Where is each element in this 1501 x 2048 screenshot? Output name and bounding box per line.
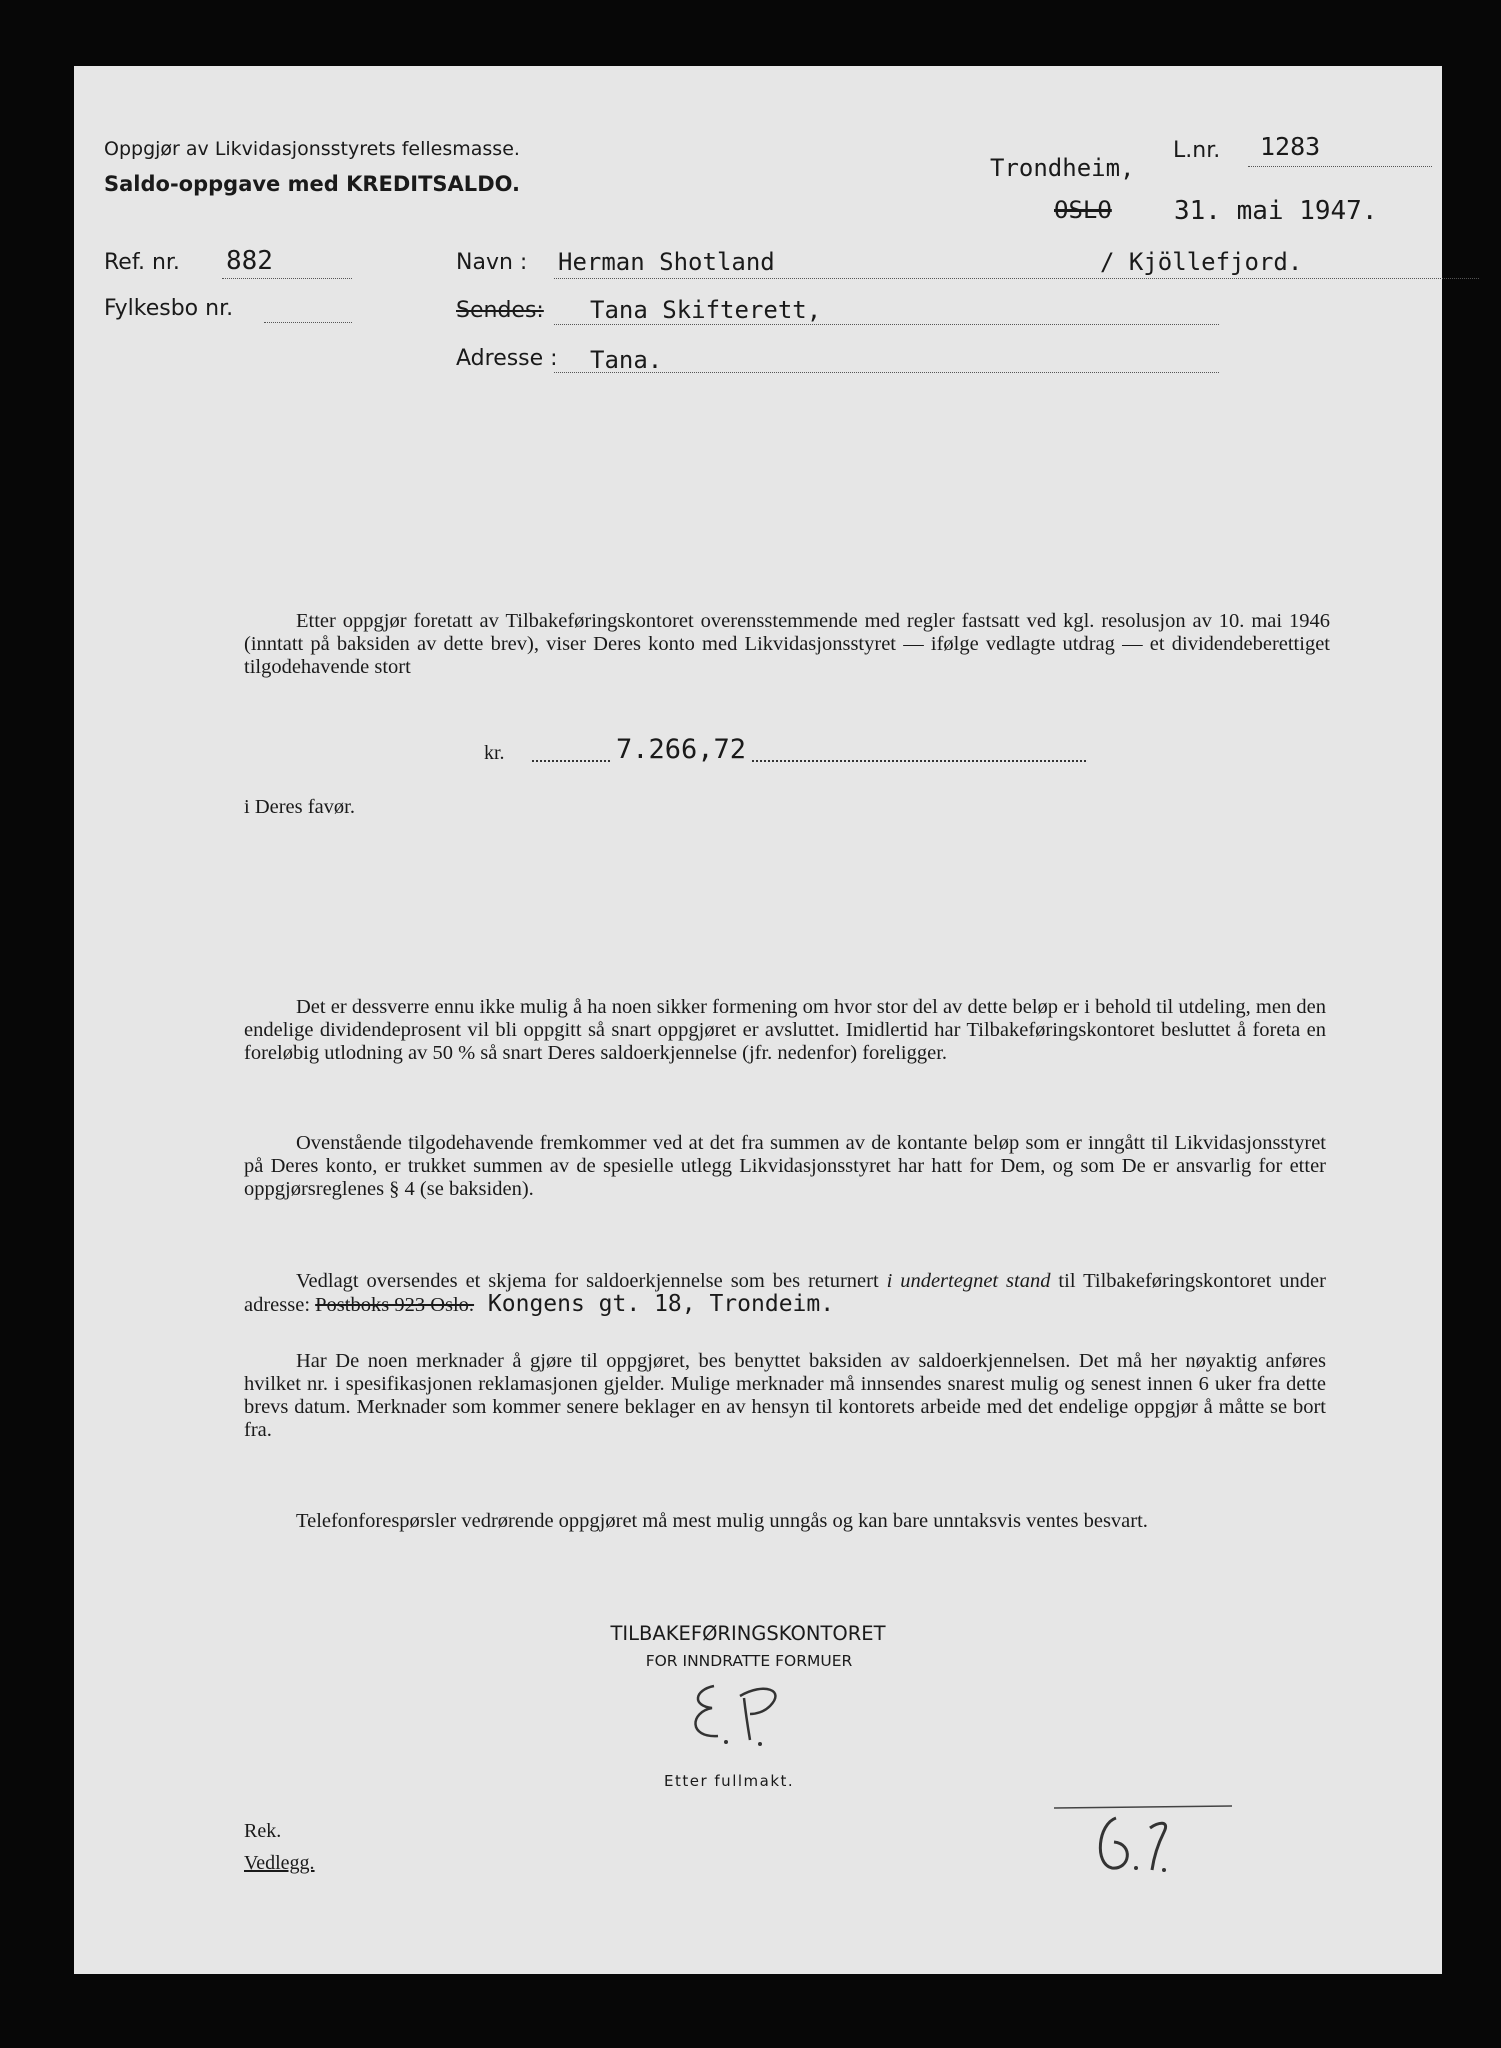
fylkesbo-label: Fylkesbo nr. (104, 296, 234, 321)
paragraph-balance: Ovenstående tilgodehavende fremkommer ved at det fra summen av de kontante beløp som er inngått til Likvidasjonsstyret på Deres konto, er trukket summen av de spesielle utlegg Likvidasjonsstyret har hatt for Dem, og som De er ansvarlig for etter oppgjørsreglenes § 4 (se baksiden). (244, 1132, 1326, 1200)
struck-address: Postboks 923 Oslo. (315, 1294, 475, 1316)
intro-paragraph: Etter oppgjør foretatt av Tilbakeføringskontoret overensstemmende med regler fastsatt ved kgl. resolusjon av 10. mai 1946 (inntatt på baksiden av dette brev), viser Deres konto med Likvidasjonsstyret — ifølge vedlagte utdrag — et dividendeberettiget tilgodehavende stort (244, 610, 1330, 678)
city: Trondheim, (990, 154, 1135, 182)
paragraph-dividend: Det er dessverre ennu ikke mulig å ha noen sikker formening om hvor stor del av dette beløp er i behold til utdeling, men den endelige dividendeprosent vil bli oppgitt så snart oppgjøret er avsluttet. Imidlertid har Tilbakeføringskontoret besluttet å foreta en foreløbig utlodning av 50 % så snart Deres saldoerkjennelse (jfr. nedenfor) foreligger. (244, 996, 1326, 1064)
amount-value: 7.266,72 (610, 734, 752, 765)
paragraph-remarks: Har De noen merknader å gjøre til oppgjøret, bes benyttet baksiden av saldoerkjennelsen. Det må her nøyaktig anføres hvilket nr. i spesifikasjonen reklamasjonen gjelder. Mulige merknader må innsendes snarest mulig og senest innen 6 uker fra dette brevs datum. Merknader som kommer senere beklager en av hensyn til kontorets arbeide med det endelige oppgjør å måtte se bort fra. (244, 1350, 1326, 1441)
header-line-1: Oppgjør av Likvidasjonsstyrets fellesmasse. (104, 138, 520, 160)
handwritten-mark (1054, 1804, 1234, 1878)
rek-label: Rek. (244, 1820, 282, 1842)
letter-number-rule (1248, 166, 1432, 167)
signature-subtitle: FOR INNDRATTE FORMUER (645, 1652, 853, 1670)
signature-title: Etter fullmakt. (664, 1772, 795, 1790)
name-label: Navn : (456, 250, 528, 275)
document-page (74, 66, 1442, 1974)
favor-line: i Deres favør. (244, 796, 355, 818)
enclosed-text-b: til Tilbakeføringskontoret under adresse: (244, 1270, 1326, 1316)
ref-number-rule (222, 278, 352, 279)
name-rule (554, 278, 1479, 279)
typed-address: Kongens gt. 18, Trondeim. (474, 1291, 835, 1317)
letter-number-label: L.nr. (1173, 138, 1221, 163)
letter-number-value: 1283 (1260, 132, 1321, 161)
name-value: Herman Shotland (558, 248, 775, 276)
handwritten-signature (674, 1676, 834, 1756)
signature-organization: TILBAKEFØRINGSKONTORET (610, 1622, 886, 1645)
enclosed-text-a: Vedlagt oversendes et skjema for saldoerkjennelse som bes returnert (296, 1270, 887, 1292)
address-rule (554, 372, 1219, 373)
send-to-rule (554, 324, 1219, 325)
amount-label: kr. (484, 742, 505, 764)
struck-city: OSLO (1054, 196, 1112, 224)
letter-date: 31. mai 1947. (1174, 196, 1378, 226)
address-label: Adresse : (456, 346, 558, 371)
paragraph-telephone: Telefonforespørsler vedrørende oppgjøret må mest mulig unngås og kan bare unntaksvis ventes besvart. (296, 1510, 1148, 1532)
enclosed-italic: i undertegnet stand (886, 1270, 1051, 1292)
ref-number-label: Ref. nr. (104, 250, 180, 275)
address-value: Tana. (590, 346, 663, 374)
enclosure-label: Vedlegg. (244, 1852, 315, 1874)
ref-number-value: 882 (226, 246, 273, 276)
paragraph-enclosed-form (244, 1270, 1326, 1317)
send-to-value: Tana Skifterett, (590, 296, 822, 324)
header-line-2: Saldo-oppgave med KREDITSALDO. (104, 172, 520, 196)
send-to-label: Sendes: (456, 298, 544, 323)
place-value: / Kjöllefjord. (1100, 248, 1303, 276)
fylkesbo-rule (264, 322, 352, 323)
